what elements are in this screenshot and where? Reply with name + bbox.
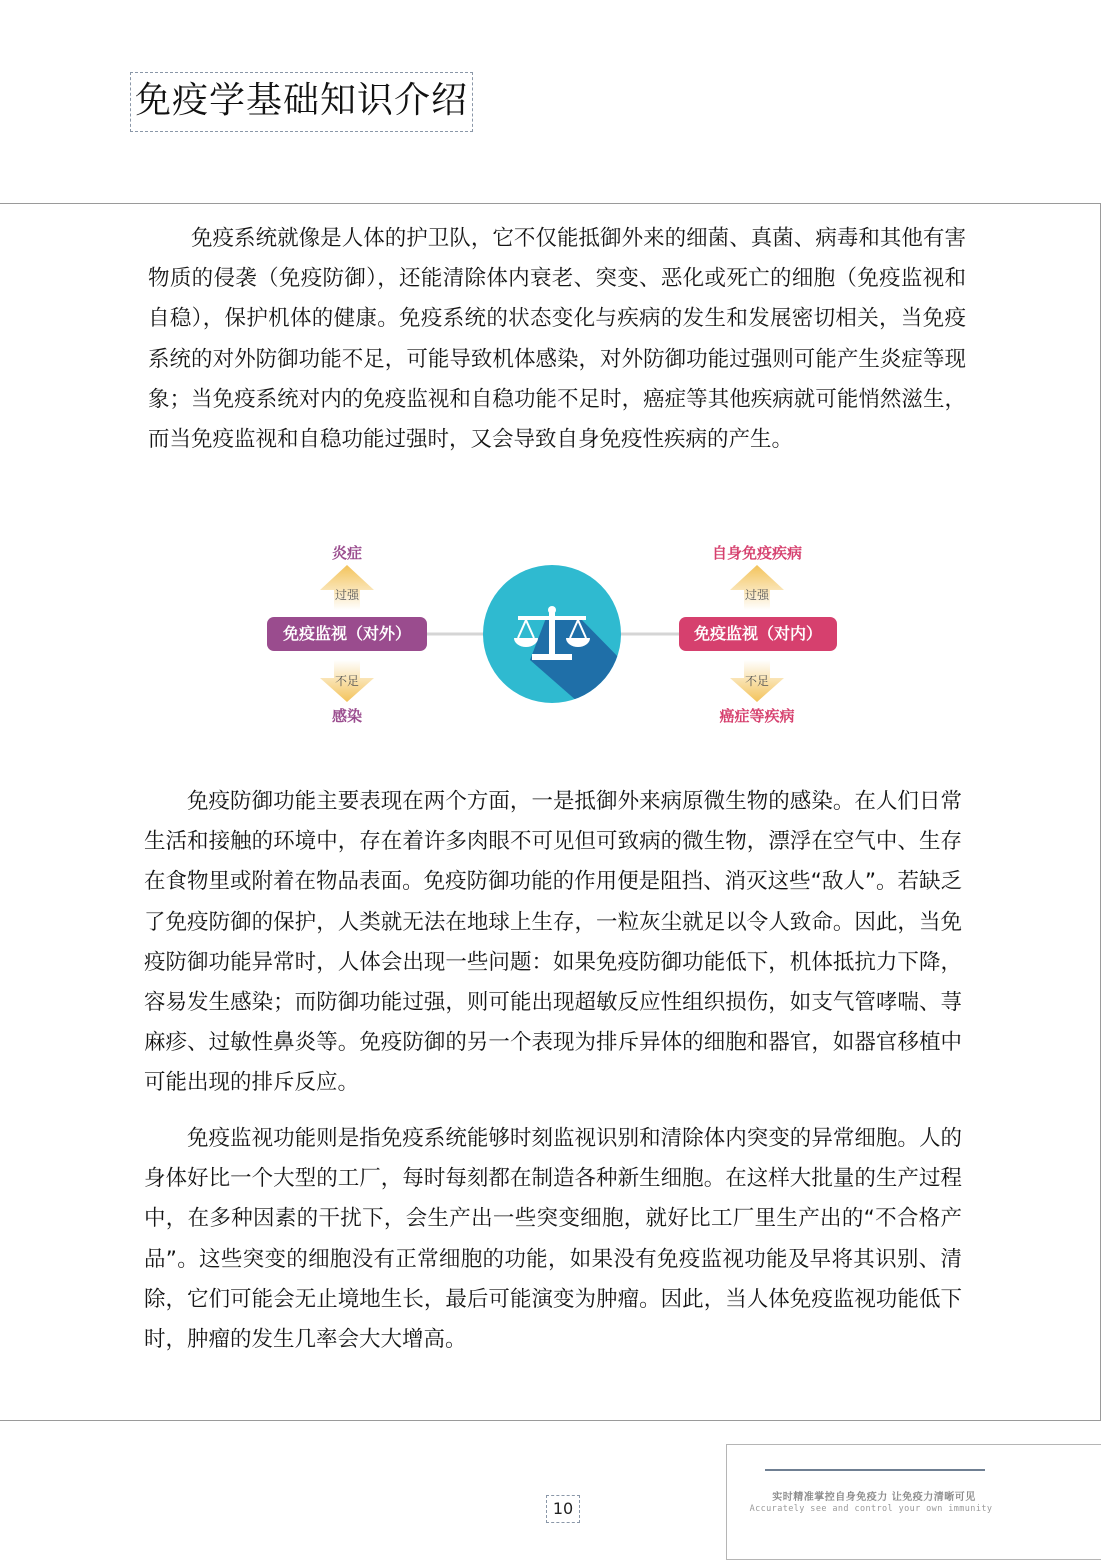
right-under-outcome: 癌症等疾病 bbox=[719, 707, 795, 725]
left-under-label: 不足 bbox=[334, 674, 359, 688]
immune-balance-diagram bbox=[250, 530, 870, 740]
footer-divider bbox=[765, 1469, 985, 1471]
left-under-outcome: 感染 bbox=[331, 707, 362, 725]
right-over-label: 过强 bbox=[744, 588, 769, 602]
footer-slogan-en: Accurately see and control your own immunity bbox=[749, 1504, 993, 1514]
intro-paragraph: 免疫系统就像是人体的护卫队，它不仅能抵御外来的细菌、真菌、病毒和其他有害物质的侵袭（免疫防御），还能清除体内衰老、突变、恶化或死亡的细胞（免疫监视和自稳），保护机体的健康。免疫系统的状态变化与疾病的发生和发展密切相关，当免疫系统的对外防御功能不足，可能导致机体感染，对外防御功能过强则可能产生炎症等现象；当免疫系统对内的免疫监视和自稳功能不足时，癌症等其他疾病就可能悄然滋生，而当免疫监视和自稳功能过强时，又会导致自身免疫性疾病的产生。 bbox=[148, 226, 966, 453]
surveillance-paragraph: 免疫监视功能则是指免疫系统能够时刻监视识别和清除体内突变的异常细胞。人的身体好比一个大型的工厂，每时每刻都在制造各种新生细胞。在这样大批量的生产过程中，在多种因素的干扰下，会生产出一些突变细胞，就好比工厂里生产出的“不合格产品”。这些突变的细胞没有正常细胞的功能，如果没有免疫监视功能及早将其识别、清除，它们可能会无止境地生长，最后可能演变为肿瘤。因此，当人体免疫监视功能低下时，肿瘤的发生几率会大大增高。 bbox=[144, 1126, 962, 1353]
left-over-label: 过强 bbox=[334, 588, 359, 602]
left-pill-external-defense: 免疫监视（对外） bbox=[267, 617, 427, 651]
left-over-outcome: 炎症 bbox=[331, 544, 362, 562]
right-pill-internal-surveillance: 免疫监视（对内） bbox=[679, 617, 837, 651]
page-number: 10 bbox=[546, 1495, 580, 1523]
footer-slogan-cn: 实时精准掌控自身免疫力 让免疫力清晰可见 bbox=[772, 1492, 976, 1503]
right-over-outcome: 自身免疫疾病 bbox=[711, 544, 802, 562]
page-title: 免疫学基础知识介绍 bbox=[130, 72, 473, 132]
defense-paragraph: 免疫防御功能主要表现在两个方面，一是抵御外来病原微生物的感染。在人们日常生活和接触的环境中，存在着许多肉眼不可见但可致病的微生物，漂浮在空气中、生存在食物里或附着在物品表面。免疫防御功能的作用便是阻挡、消灭这些“敌人”。若缺乏了免疫防御的保护，人类就无法在地球上生存，一粒灰尘就足以令人致命。因此，当免疫防御功能异常时，人体会出现一些问题：如果免疫防御功能低下，机体抵抗力下降，容易发生感染；而防御功能过强，则可能出现超敏反应性组织损伤，如支气管哮喘、荨麻疹、过敏性鼻炎等。免疫防御的另一个表现为排斥异体的细胞和器官，如器官移植中可能出现的排斥反应。 bbox=[144, 789, 962, 1096]
right-under-label: 不足 bbox=[744, 674, 769, 688]
